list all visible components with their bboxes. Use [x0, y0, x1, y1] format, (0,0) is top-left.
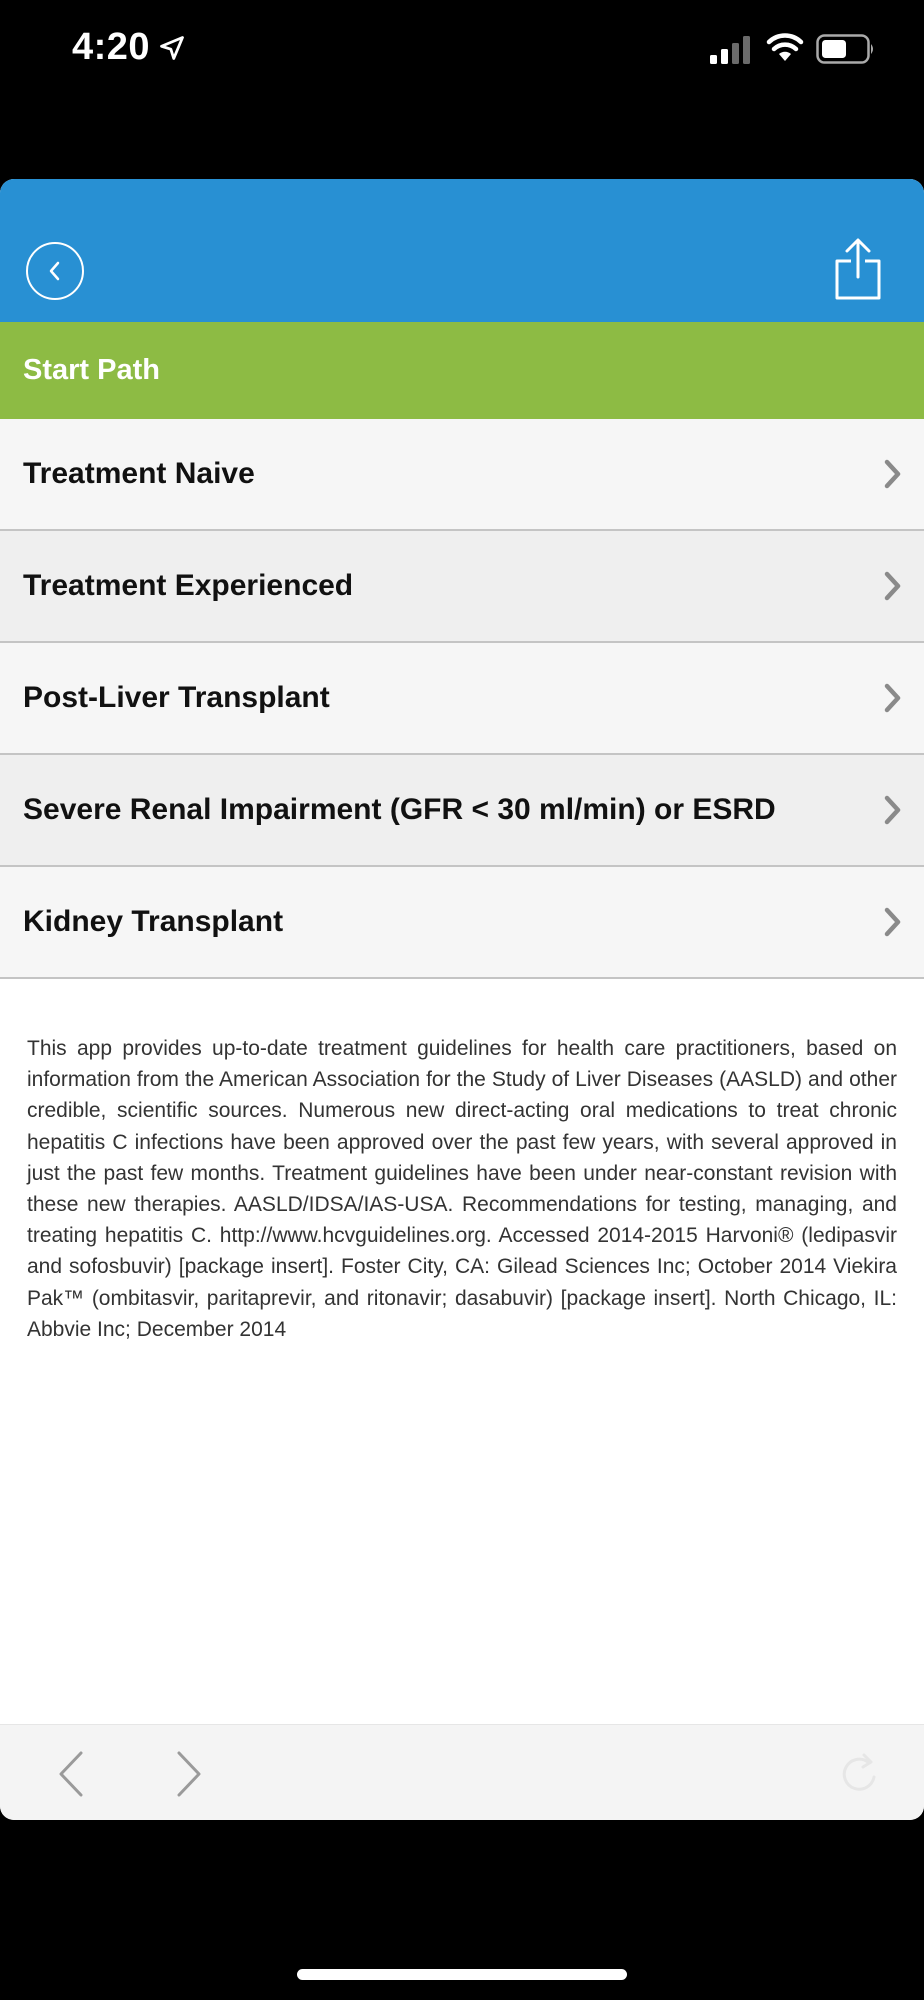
chevron-right-icon: [882, 682, 904, 714]
location-arrow-icon: [158, 34, 186, 62]
refresh-icon[interactable]: [836, 1751, 882, 1797]
menu-item-severe-renal-impairment[interactable]: [0, 755, 924, 867]
menu-item-label: Treatment Experienced: [23, 569, 354, 602]
share-icon[interactable]: [834, 237, 882, 301]
status-time: 4:20: [72, 26, 151, 68]
menu-item-label: Kidney Transplant: [23, 905, 284, 938]
menu-item-treatment-naive[interactable]: [0, 419, 924, 531]
status-bar: [0, 0, 924, 100]
chevron-right-icon: [882, 458, 904, 490]
cellular-signal-icon: [710, 36, 752, 64]
back-button[interactable]: [26, 242, 84, 300]
chevron-right-icon: [882, 570, 904, 602]
menu-item-kidney-transplant[interactable]: [0, 867, 924, 979]
wifi-icon: [766, 32, 804, 64]
arrow-right-icon[interactable]: [174, 1749, 204, 1799]
battery-icon: [816, 34, 876, 64]
app-header: [0, 179, 924, 322]
menu-item-label: Treatment Naive: [23, 457, 255, 490]
chevron-right-icon: [882, 906, 904, 938]
chevron-right-icon: [882, 794, 904, 826]
section-title: Start Path: [0, 322, 924, 419]
menu-item-treatment-experienced[interactable]: [0, 531, 924, 643]
menu-item-post-liver-transplant[interactable]: [0, 643, 924, 755]
menu-list: [0, 419, 924, 979]
chevron-left-icon: [46, 260, 64, 282]
arrow-left-icon[interactable]: [56, 1749, 86, 1799]
menu-item-label: Severe Renal Impairment (GFR < 30 ml/min) or ESRD: [23, 793, 776, 826]
info-text: This app provides up-to-date treatment guidelines for health care practitioners, based on information from the American Association for the Study of Liver Diseases (AASLD) and other credible, scientific sources. Numerous new direct-acting oral medications to treat chronic hepatitis C infections have been approved over the past few years, with several approved in just the past few months. Treatment guidelines have been under near-constant revision with these new therapies. AASLD/IDSA/IAS-USA. Recommendations for testing, managing, and treating hepatitis C. http://www.hcvguidelines.org. Accessed 2014-2015 Harvoni® (ledipasvir and sofosbuvir) [package insert]. Foster City, CA: Gilead Sciences Inc; October 2014 Viekira Pak™ (ombitasvir, paritaprevir, and ritonavir; dasabuvir) [package insert]. North Chicago, IL: Abbvie Inc; December 2014: [27, 1037, 897, 1341]
app-window: [0, 179, 924, 1820]
bottom-toolbar: [0, 1724, 924, 1820]
menu-item-label: Post-Liver Transplant: [23, 681, 330, 714]
home-indicator[interactable]: [297, 1969, 627, 1980]
